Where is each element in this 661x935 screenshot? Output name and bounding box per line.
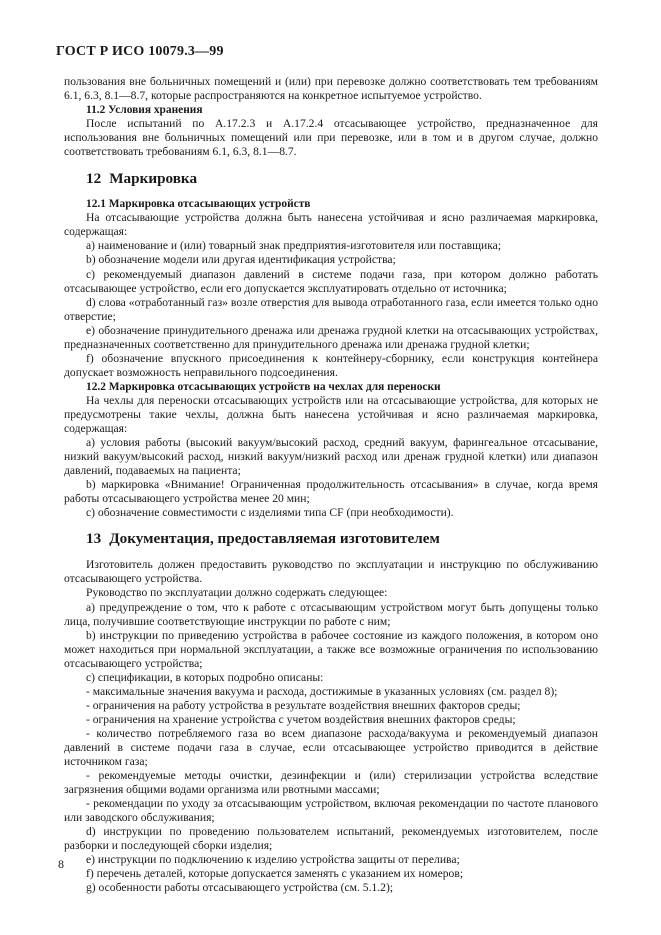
document-body — [64, 75, 598, 895]
list-item: - рекомендуемые методы очистки, дезинфекции и (или) стерилизации устройства вследствие загрязнения общими водами организма или рвотными массами; — [64, 769, 598, 797]
list-item: с) обозначение совместимости с изделиями типа CF (при необходимости). — [86, 506, 454, 520]
list-item: - рекомендации по уходу за отсасывающим устройством, включая рекомендации по частоте планового или заводского обслуживания; — [64, 797, 598, 825]
list-item: - ограничения на хранение устройства с учетом воздействия внешних факторов среды; — [86, 712, 516, 726]
list-item: - количество потребляемого газа во всем диапазоне расхода/вакуума и рекомендуемый диапазон давлений в системе подачи газа в случае, если отсасывающее устройство приводится в действие источником газа; — [64, 726, 598, 769]
list-item: а) предупреждение о том, что к работе с отсасывающим устройством могут быть допущены только лица, получившие соответствующие инструкции по работе с ним; — [64, 600, 598, 628]
section-number: 12 — [86, 170, 102, 188]
paragraph: После испытаний по А.17.2.3 и А.17.2.4 отсасывающее устройство, предназначенное для использования вне больничных помещений или при перевозке, или в том и в другом случае, должно соответствовать требованиям 6.1, 6.3, 8.1—8.7. — [64, 117, 598, 159]
section-13-heading — [64, 529, 598, 549]
section-number: 13 — [86, 530, 102, 548]
subsection-12-1-heading: 12.1 Маркировка отсасывающих устройств — [86, 198, 311, 211]
list-item: b) маркировка «Внимание! Ограниченная продолжительность отсасывания» в случае, когда время работы отсасывающего устройства менее 20 мин; — [64, 478, 598, 506]
paragraph: Изготовитель должен предоставить руководство по эксплуатации и инструкцию по обслуживанию отсасывающего устройства. — [64, 558, 598, 586]
list-item: d) инструкции по проведению пользователем испытаний, рекомендуемых изготовителем, после разборки и последующей сборки изделия; — [64, 825, 598, 853]
list-item: f) перечень деталей, которые допускается заменять с указанием их номеров; — [86, 867, 464, 881]
section-12-heading — [64, 169, 598, 189]
section-title: Маркировка — [109, 170, 198, 188]
list-item: g) особенности работы отсасывающего устройства (см. 5.1.2); — [86, 881, 394, 895]
paragraph: На чехлы для переноски отсасывающих устройств или на отсасывающие устройства, для которых не предусмотрены такие чехлы, должна быть нанесена устойчивая и ясно различаемая маркировка, содержащая: — [64, 393, 598, 436]
paragraph: Руководство по эксплуатации должно содержать следующее: — [86, 586, 388, 600]
list-item: с) рекомендуемый диапазон давлений в системе подачи газа, при котором должно работать отсасывающее устройство, если его допускается эксплуатировать отдельно от источника; — [64, 267, 598, 295]
list-item: - ограничения на работу устройства в результате воздействия внешних факторов среды; — [86, 698, 521, 712]
list-item: а) условия работы (высокий вакуум/высокий расход, средний вакуум, фарингеальное отсасывание, низкий вакуум/высокий расход, низкий вакуум/низкий расход или дренаж грудной клетки) или диапазон давлений, подаваемых на пациента; — [64, 436, 598, 478]
list-item: b) обозначение модели или другая идентификация устройства; — [86, 253, 396, 267]
list-item: - максимальные значения вакуума и расхода, достижимые в указанных условиях (см. раздел 8); — [86, 684, 558, 698]
list-item: b) инструкции по приведению устройства в рабочее состояние из каждого положения, в котором оно может находиться при нормальной эксплуатации, а также все возможные ограничения по использованию отсасывающего устройства; — [64, 628, 598, 670]
list-item: е) обозначение принудительного дренажа или дренажа грудной клетки на отсасывающих устройствах, предназначенных соответственно для принудительного дренажа или дренажа грудной клетки; — [64, 323, 598, 351]
list-item: с) спецификации, в которых подробно описаны: — [86, 670, 324, 684]
list-item: а) наименование и (или) товарный знак предприятия-изготовителя или поставщика; — [86, 239, 502, 253]
list-item: f) обозначение впускного присоединения к контейнеру-сборнику, если конструкция контейнера допускает возможность неправильного подсоединения. — [64, 351, 598, 379]
subsection-11-2-heading: 11.2 Условия хранения — [86, 104, 203, 117]
subsection-12-2-heading: 12.2 Маркировка отсасывающих устройств на чехлах для переноски — [86, 380, 441, 393]
page-number: 8 — [58, 857, 64, 871]
paragraph: На отсасывающие устройства должна быть нанесена устойчивая и ясно различаемая маркировка, содержащая: — [64, 211, 598, 239]
list-item: d) слова «отработанный газ» возле отверстия для вывода отработанного газа, если имеется только одно отверстие; — [64, 295, 598, 323]
list-item: е) инструкции по подключению к изделию устройства защиты от перелива; — [86, 853, 460, 867]
section-title: Документация, предоставляемая изготовителем — [109, 530, 440, 548]
document-header: ГОСТ Р ИСО 10079.3—99 — [56, 44, 224, 59]
lead-paragraph: пользования вне больничных помещений и (или) при перевозке должно соответствовать тем требованиям 6.1, 6.3, 8.1—8.7, которые распространяются на конкретное испытуемое устройство. — [64, 75, 598, 103]
